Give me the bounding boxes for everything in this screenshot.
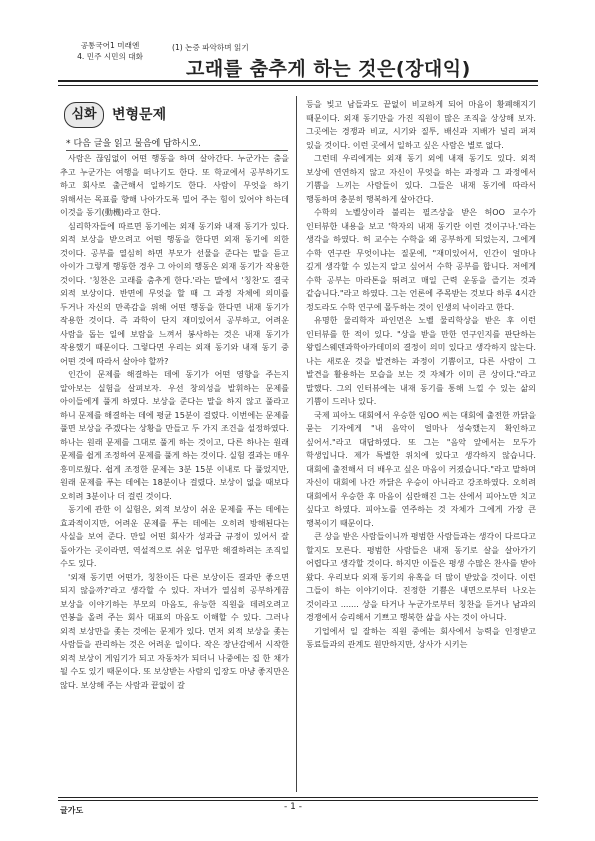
instruction-line bbox=[66, 139, 288, 151]
paragraph: 큰 상을 받은 사람들이니까 평범한 사람들과는 생각이 다르다고 할지도 모른다. 평범한 사람들은 내재 동기로 살을 살아가기 어렵다고 생각할 것이다. 하지만 이들은 평생 수많은 찬사를 받아 왔다. 우리보다 외재 동기의 유혹을 더 많이 받았을 것이다. 이런 그들이 하는 이야기이다. 진정한 기쁨은 내면으로부터 나오는 것이라고 ....... 상을 타거나 누군가로부터 칭찬을 듣거나 남과의 경쟁에서 승리해서 기쁘고 행복한 삶을 사는 것이 아니다. bbox=[306, 531, 536, 622]
section-title: 변형문제 bbox=[112, 107, 167, 123]
paragraph: 인간이 문제를 해결하는 데에 동기가 어떤 영향을 주는지 알아보는 실험을 살펴보자. 우선 창의성을 발휘하는 문제를 아이들에게 풀게 하였다. 보상을 준다는 말을 하지 않고 풀라고 하니 문제를 해결하는 데에 평균 15분이 걸렸다. 이번에는 문제를 풀면 보상을 주겠다는 상황을 만들고 두 가지 조건을 설정하였다. 하나는 원래 문제를 그대로 풀게 하는 것이고, 다른 하나는 원래 문제를 쉽게 조정하여 문제를 풀게 하는 것이다. 실험 결과는 매우 흥미로웠다. 쉽게 조정한 문제는 3분 15분 이내로 다 풀었지만, 원래 문제를 푸는 데에는 18분이나 걸렸다. 보상이 없을 때보다 오히려 3분이나 더 걸린 것이다. bbox=[60, 369, 290, 501]
footer-rule-bottom bbox=[58, 800, 538, 801]
paragraph: '외재 동기면 어떤가, 칭찬이든 다른 보상이든 결과만 좋으면 되지 않을까?'라고 생각할 수 있다. 자녀가 열심히 공부하게끔 보상을 이야기하는 부모의 마음도, 유능한 직원을 데려오려고 연봉을 올려 주는 회사 대표의 마음도 이해할 수 있다. 그러나 외적 보상만을 좇는 것에는 문제가 있다. 먼저 외적 보상을 좇는 사람들을 관리하는 것은 어려운 일이다. 작은 장난감에서 시작한 외적 보상이 게임기가 되고 자동차가 되더니 나중에는 집 한 채가 될 수도 있기 때문이다. 또 보상받는 사람의 입장도 마냥 좋지만은 않다. 보상해 주는 사람과 끝없이 갈 bbox=[60, 571, 290, 690]
level-badge: 심화 bbox=[64, 102, 104, 128]
header-rule-thin bbox=[58, 85, 538, 86]
footer-rule-top bbox=[58, 797, 538, 798]
paragraph: 등을 빚고 남들과도 끝없이 비교하게 되어 마음이 황폐해지기 때문이다. 외재 동기만을 가진 직원이 많은 조직을 상상해 보자. 그곳에는 경쟁과 비교, 시기와 질투, 배신과 지배가 널리 퍼져 있을 것이다. 이런 곳에서 일하고 싶은 사람은 별로 없다. bbox=[306, 99, 536, 150]
unit-name: 4. 민주 시민의 대화 bbox=[77, 52, 143, 61]
section-label: (1) 논증 파악하며 읽기 bbox=[172, 43, 249, 52]
paragraph: 심리학자들에 따르면 동기에는 외재 동기와 내재 동기가 있다. 외적 보상을 받으려고 어떤 행동을 한다면 외재 동기에 의한 것이다. 공부를 열심히 하면 부모가 선물을 준다는 말을 듣고 아이가 그렇게 행동한 경우 그 아이의 행동은 외재 동기가 작용한 것이다. '칭찬은 고래를 춤추게 한다.'라는 말에서 '칭찬'도 결국 외적 보상이다. 반면에 무엇을 할 때 그 과정 자체에 의미를 두거나 자신의 만족감을 위해 어떤 행동을 한다면 내재 동기가 작용한 것이다. 즉 과학이 단지 재미있어서 공부하고, 어려운 사람을 돕는 일에 보람을 느껴서 봉사하는 것은 내재 동기가 작용했기 때문이다. 그렇다면 우리는 외재 동기와 내재 동기 중 어떤 것에 따라서 살아야 할까? bbox=[60, 220, 289, 366]
instruction-marker: * bbox=[66, 139, 71, 149]
paragraph: 동기에 관한 이 실험은, 외적 보상이 쉬운 문제를 푸는 데에는 효과적이지만, 어려운 문제를 푸는 데에는 오히려 방해된다는 사실을 보여 준다. 만일 어떤 회사가 성과급 규정이 있어서 잘 돌아가는 곳이라면, 역설적으로 쉬운 업무만 해결하려는 조직일 수도 있다. bbox=[60, 504, 289, 568]
paragraph: 수학의 노벨상이라 불리는 필즈상을 받은 허OO 교수가 인터뷰한 내용을 보고 '학자의 내재 동기란 이런 것이구나.'라는 생각을 하였다. 허 교수는 수학을 왜 공부하게 되었는지, 그에게 수학 연구란 무엇이냐는 질문에, "재미있어서, 인간이 얼마나 깊게 생각할 수 있는지 알고 싶어서 수학 공부를 합니다. 저에게 수학 공부는 마라톤을 뛰려고 매일 근력 운동을 즐기는 것과 같습니다."라고 하였다. 그는 언론에 주목받는 것보다 하루 4시간 정도라도 수학 연구에 몰두하는 것이 인생의 낙이라고 한다. bbox=[306, 207, 536, 312]
paragraph: 기업에서 일 잘하는 직원 중에는 회사에서 능력을 인정받고 동료들과의 관계도 원만하지만, 상사가 시키는 bbox=[306, 625, 536, 649]
left-column bbox=[60, 152, 289, 692]
paragraph: 사람은 끊임없이 어떤 행동을 하며 살아간다. 누군가는 춤을 추고 누군가는 여행을 떠나기도 한다. 또 학교에서 공부하기도 하고 회사로 출근해서 일하기도 한다. 사람이 무엇을 하기 위해서는 목표를 향해 나아가도록 밀어 주는 힘이 있어야 하는데 이것을 동기(動機)라고 한다. bbox=[60, 153, 289, 217]
instruction-text: 다음 글을 읽고 물음에 답하시오. bbox=[73, 139, 201, 149]
header-rule-thick bbox=[58, 80, 538, 82]
paragraph: 국제 피아노 대회에서 우승한 임OO 씨는 대회에 출전한 까닭을 묻는 기자에게 "내 음악이 얼마나 성숙했는지 확인하고 싶어서."라고 대답하였다. 또 그는 "음악 앞에서는 모두가 학생입니다. 제가 특별한 위치에 있다고 생각하지 않습니다. 대회에 출전해서 더 배우고 싶은 마음이 커졌습니다."라고 말하며 자신이 대회에 나간 까닭은 우승이 아니라고 강조하였다. 오히려 대회에서 우승한 후 마음이 심란해진 그는 산에서 피아노만 치고 싶다고 하였다. 피아노를 연주하는 것 자체가 그에게 가장 큰 행복이기 때문이다. bbox=[306, 409, 536, 528]
right-column bbox=[306, 98, 536, 652]
paragraph: 그런데 우리에게는 외재 동기 외에 내재 동기도 있다. 외적 보상에 연연하지 않고 자신이 무엇을 하는 과정과 그 과정에서 기쁨을 느끼는 사람들이 있다. 그들은 내재 동기에 따라서 행동하며 충분히 행복하게 살아간다. bbox=[306, 153, 536, 204]
course-name: 공통국어1 미래엔 bbox=[80, 41, 140, 50]
course-info bbox=[60, 40, 160, 62]
page-number: - 1 - bbox=[284, 802, 302, 812]
page-title: 고래를 춤추게 하는 것은(장대익) bbox=[186, 58, 471, 80]
column-divider bbox=[296, 96, 297, 792]
footer-brand: 글가도 bbox=[60, 806, 84, 815]
paragraph: 유명한 물리학자 파인먼은 노벨 물리학상을 받은 후 이런 인터뷰를 한 적이 있다. "상을 받을 만한 연구인지를 판단하는 왕립스웨덴과학아카데미의 결정이 의미 있다고 생각하지 않는다. 나는 새로운 것을 발견하는 과정이 기쁨이고, 다른 사람이 그 발견을 활용하는 모습을 보는 것 자체가 이미 큰 상이다."라고 말했다. 그의 인터뷰에는 내재 동기를 통해 느낄 수 있는 삶의 기쁨이 드러나 있다. bbox=[306, 315, 536, 406]
